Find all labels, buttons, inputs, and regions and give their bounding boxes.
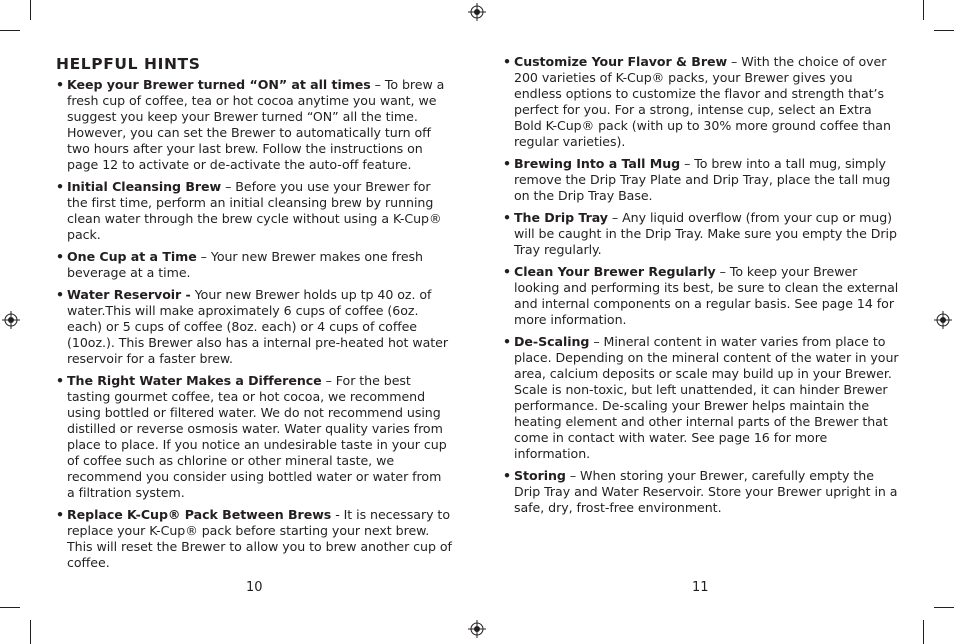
hint-body: - It is necessary to replace your K-Cup® pack before starting your next brew. This will reset the Brewer to allow you to brew another cup of coffee. [67,506,452,571]
hint-title: Initial Cleansing Brew [67,179,222,195]
hint-body: Your new Brewer holds up tp 40 oz. of water.This will make aproximately 6 cups of coffee (6oz. each) or 5 cups of coffee (8oz. each) or 4 cups of coffee (10oz.). This Brewer also has a internal pre-heated hot water reservoir for a faster brew. [67,286,449,366]
hint-item [56,249,452,281]
hint-body: – With the choice of over 200 varieties of K-Cup® packs, your Brewer gives you endless options to customize the flavor and strength that’s perfect for you. For a strong, intense cup, select an Extra Bold K-Cup® pack (with up to 30% more ground coffee than regular varieties). [514,54,891,150]
hint-body: – To brew a fresh cup of coffee, tea or hot cocoa anytime you want, we suggest you keep your Brewer turned “ON” all the time. However, you can set the Brewer to automatically turn off two hours after your last brew. Follow the instructions on page 12 to activate or de-activate the auto-off feature. [67,77,445,173]
hint-item [56,287,452,367]
registration-mark-icon [934,311,952,329]
hint-body: – For the best tasting gourmet coffee, tea or hot cocoa, we recommend using bottled or filtered water. We do not recommend using distilled or reverse osmosis water. Water quality varies from place to place. If you notice an undesirable taste in your cup of coffee such as chlorine or other mineral taste, we recommend you consider using bottled water or water from a filtration system. [67,372,447,501]
registration-mark-icon [2,311,20,329]
crop-mark [923,620,924,644]
hint-title: Keep your Brewer turned “ON” at all times [67,77,371,92]
hint-body: – Mineral content in water varies from place to place. Depending on the mineral content of the water in your area, calcium deposits or scale may build up in your Brewer. Scale is non-toxic, but left unattended, it can hinder Brewer performance. De-scaling your Brewer helps maintain the heating element and other internal parts of the Brewer that come in contact with water. See page 16 for more information. [514,333,899,462]
hint-body: – When storing your Brewer, carefully empty the Drip Tray and Water Reservoir. Store your Brewer upright in a safe, dry, frost-free environment. [514,467,898,515]
hint-item [503,210,901,258]
hint-title: De-Scaling [514,333,590,349]
hint-title: Water Reservoir - [67,286,191,302]
hints-list [56,77,452,571]
hint-body: – Before you use your Brewer for the first time, perform an initial cleansing brew by running clean water through the brew cycle without using a K-Cup® pack. [67,179,442,243]
hint-title: The Right Water Makes a Difference [67,372,322,388]
hint-item [56,179,452,243]
hint-item [56,507,452,571]
hints-list [503,54,901,516]
left-page [56,52,452,577]
hint-title: The Drip Tray [514,209,608,225]
hint-title: Replace K-Cup® Pack Between Brews [67,506,332,522]
hint-title: Customize Your Flavor & Brew [514,54,728,69]
hint-item [503,156,901,204]
hint-title: One Cup at a Time [67,248,197,264]
crop-mark [934,30,954,31]
hint-body: – To brew into a tall mug, simply remove the Drip Tray Plate and Drip Tray, place the tall mug on the Drip Tray Base. [514,156,891,204]
hint-item [503,334,901,463]
hint-title: Brewing Into a Tall Mug [514,156,681,172]
registration-mark-icon [468,620,486,638]
hint-body: – To keep your Brewer looking and performing its best, be sure to clean the external and internal components on a regular basis. See page 14 for more information. [514,263,899,327]
page-number: 10 [246,580,263,595]
hint-item [503,264,901,328]
hint-item [56,77,452,174]
hint-body: – Your new Brewer makes one fresh beverage at a time. [67,248,423,281]
crop-mark [923,0,924,20]
section-heading: HELPFUL HINTS [56,55,201,73]
hint-title: Storing [514,467,566,483]
hint-item [503,468,901,516]
crop-mark [0,30,20,31]
right-page [503,52,901,522]
crop-mark [30,620,31,644]
crop-mark [934,607,954,608]
page-number: 11 [692,580,709,595]
hint-title: Clean Your Brewer Regularly [514,263,716,279]
hint-item [503,54,901,151]
hint-item [56,373,452,502]
registration-mark-icon [468,3,486,21]
hint-body: – Any liquid overflow (from your cup or mug) will be caught in the Drip Tray. Make sure you empty the Drip Tray regularly. [514,209,897,258]
crop-mark [30,0,31,20]
crop-mark [0,607,20,608]
